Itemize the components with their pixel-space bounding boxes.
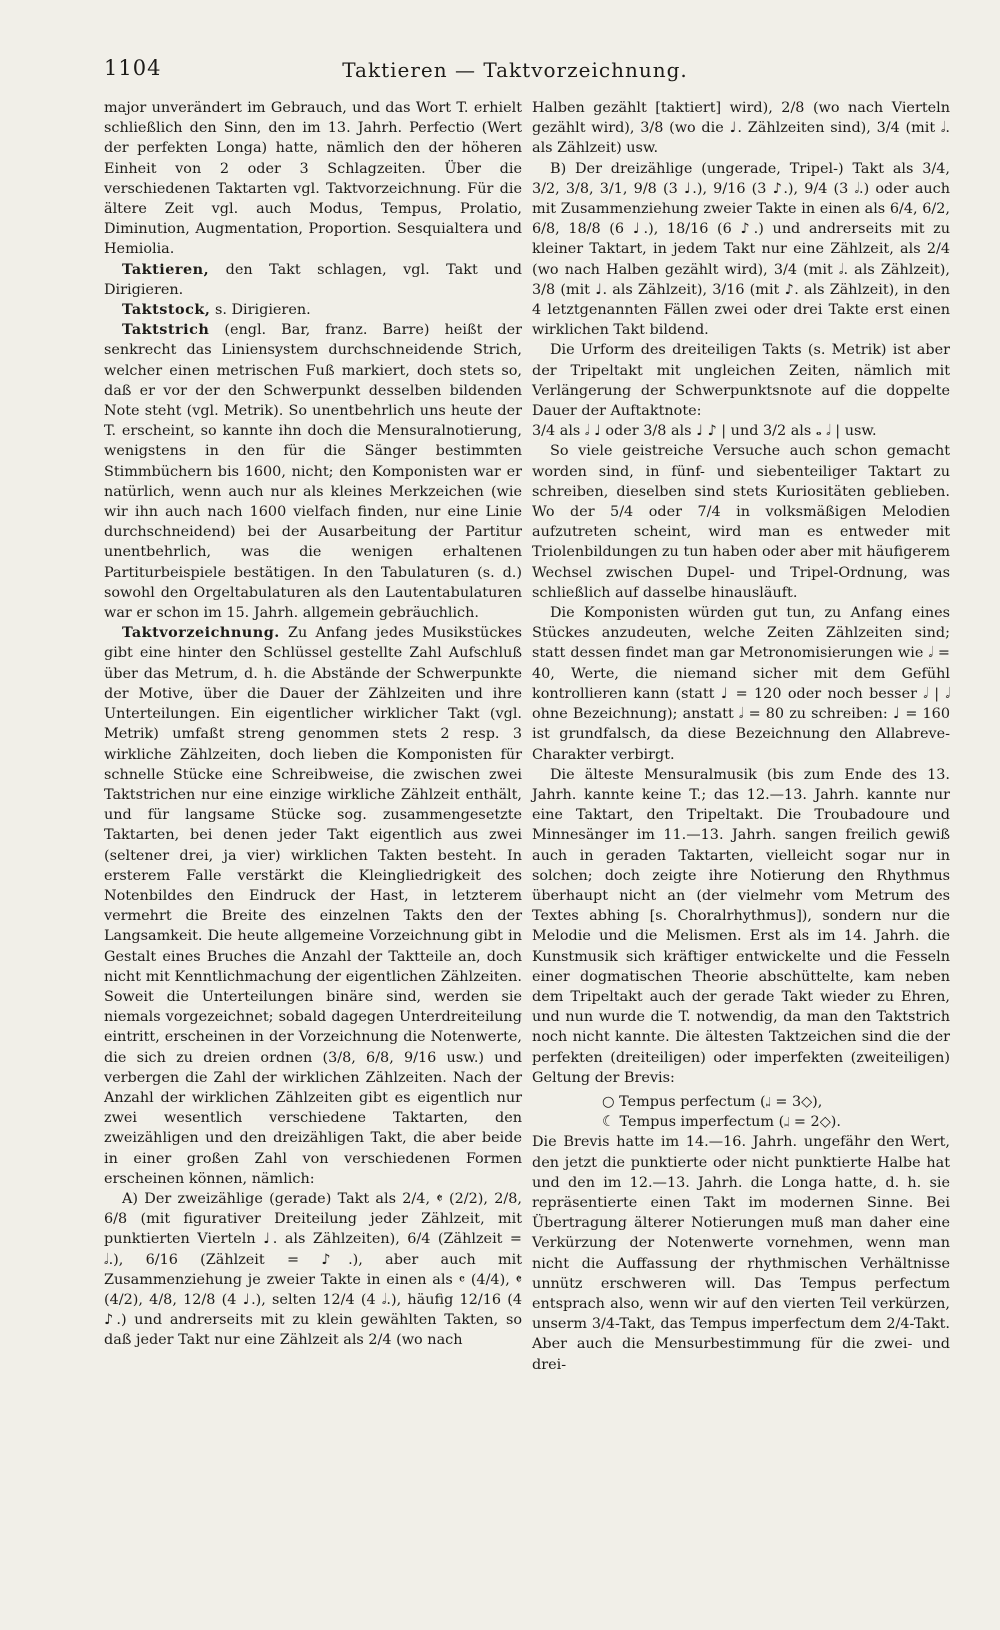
entry-text: den Takt schlagen, vgl. Takt und Dirigieren. bbox=[104, 261, 522, 298]
headword-taktvorzeichnung: Taktvorzeichnung. bbox=[122, 624, 280, 642]
tempus-signs bbox=[532, 1092, 950, 1132]
continued-paragraph: Halben gezählt [taktiert] wird), 2/8 (wo nach Vierteln gezählt wird), 3/8 (wo die ♩. Zählzeiten sind), 3/4 (mit 𝅗𝅥. als Zählzeit) usw. bbox=[532, 100, 950, 157]
entry-taktieren bbox=[104, 260, 522, 300]
entry-text: s. Dirigieren. bbox=[210, 302, 311, 319]
left-column bbox=[104, 98, 522, 1351]
headword-taktieren: Taktieren, bbox=[122, 260, 210, 278]
tempus-imperfectum: ☾ Tempus imperfectum (𝆷 = 2◇). bbox=[602, 1114, 841, 1131]
urform-paragraph: Die Urform des dreiteiligen Takts (s. Metrik) ist aber der Tripeltakt mit ungleichen Zeiten, nämlich mit Verlängerung der Schwerpunktsnote auf die doppelte Dauer der Auftaktnote: bbox=[532, 342, 950, 420]
entry-taktstrich bbox=[104, 320, 522, 623]
section-b-paragraph: B) Der dreizählige (ungerade, Tripel-) Takt als 3/4, 3/2, 3/8, 3/1, 9/8 (3 ♩.), 9/16 (3 ♪.), 9/4 (3 𝅗𝅥.) oder auch mit Zusammenziehung zweier Takte in einen als 6/4, 6/2, 6/8, 18/8 (6 ♩.), 18/16 (6 ♪.) und andrerseits mit zu kleiner Taktart, in jedem Takt nur eine Zählzeit, als 2/4 (wo nach Halben gezählt wird), 3/4 (mit 𝅗𝅥. als Zählzeit), 3/8 (mit ♩. als Zählzeit), 3/16 (mit ♪. als Zählzeit), in den 4 letztgenannten Fällen zwei oder drei Takte erst einen wirklichen Takt bildend. bbox=[532, 160, 950, 339]
entry-taktvorzeichnung bbox=[104, 623, 522, 1189]
entry-taktstock bbox=[104, 300, 522, 320]
continued-paragraph: major unverändert im Gebrauch, und das Wort T. erhielt schließlich den Sinn, den im 13. Jahrh. Perfectio (Wert der perfekten Longa) hatte, nämlich den der höheren Einheit von 2 oder 3 Schlagzeiten. Über die verschiedenen Taktarten vgl. Taktvorzeichnung. Für die ältere Zeit vgl. auch Modus, Tempus, Prolatio, Diminution, Augmentation, Proportion. Sesquialtera und Hemiolia. bbox=[104, 100, 522, 258]
running-head: Taktieren — Taktvorzeichnung. bbox=[342, 58, 688, 82]
headword-taktstrich: Taktstrich bbox=[122, 321, 210, 339]
paragraph: Die Komponisten würden gut tun, zu Anfang eines Stückes anzudeuten, welche Zeiten Zählzeiten sind; statt dessen findet man gar Metronomisierungen wie 𝅗𝅥 = 40, Werte, die niemand sicher mit dem Gefühl kontrollieren kann (statt ♩ = 120 oder noch besser 𝅗𝅥 | 𝅗𝅥 ohne Bezeichnung); anstatt 𝅗𝅥 = 80 zu schreiben: ♩ = 160 ist grundfalsch, da diese Bezeichnung den Allabreve-Charakter verbirgt. bbox=[532, 605, 950, 763]
entry-text: (engl. Bar, franz. Barre) heißt der senkrecht das Liniensystem durchschneidende Strich, welcher einen metrischen Fuß markiert, doch stets so, daß er vor der den Schwerpunkt desselben bildenden Note steht (vgl. Metrik). So unentbehrlich uns heute der T. erscheint, so kannte ihn doch die Mensuralnotierung, wenigstens in den für die Sänger bestimmten Stimmbüchern bis 1600, nicht; den Komponisten war er natürlich, wenn auch nur als kleines Merkzeichen (wie wir ihn auch nach 1600 vielfach finden, nur eine Linie durchschneidend) bei der Ausarbeitung der Partitur unentbehrlich, was die wenigen erhaltenen Partiturbeispiele bestätigen. In den Tabulaturen (s. d.) sowohl den Orgeltabulaturen als den Lautentabulaturen war er schon im 15. Jahrh. allgemein gebräuchlich. bbox=[104, 322, 522, 622]
headword-taktstock: Taktstock, bbox=[122, 301, 211, 319]
section-a-paragraph: A) Der zweizählige (gerade) Takt als 2/4, 𝄵 (2/2), 2/8, 6/8 (mit figurativer Dreiteilung jeder Zählzeit, mit punktierten Vierteln ♩. als Zählzeiten), 6/4 (Zählzeit = 𝅗𝅥.), 6/16 (Zählzeit = ♪.), aber auch mit Zusammenziehung je zweier Takte in einen als 𝄴 (4/4), 𝄵 (4/2), 4/8, 12/8 (4 ♩.), selten 12/4 (4 𝅗𝅥.), häufig 12/16 (4 ♪.) und andrerseits mit zu klein gewählten Takten, so daß jeder Takt nur eine Zählzeit als 2/4 (wo nach bbox=[104, 1190, 522, 1349]
page-header bbox=[100, 52, 930, 90]
paragraph: Die älteste Mensuralmusik (bis zum Ende des 13. Jahrh. kannte keine T.; das 12.—13. Jahrh. kannte nur eine Taktart, den Tripeltakt. Die Troubadoure und Minnesänger im 11.—13. Jahrh. sangen freilich gewiß auch in geraden Taktarten, vielleicht sogar nur in solchen; doch zeigte ihre Notierung den Rhythmus überhaupt nicht an (der vielmehr vom Metrum des Textes abhing [s. Choralrhythmus]), sondern nur die Melodie und die Melismen. Erst als im 14. Jahrh. die Kunstmusik sich kräftiger entwickelte und die Fesseln einer dogmatischen Theorie abschüttelte, kam neben dem Tripeltakt auch der gerade Takt wieder zu Ehren, und nun wurde die T. notwendig, da man den Taktstrich noch nicht kannte. Die ältesten Taktzeichen sind die der perfekten (dreiteiligen) oder imperfekten (zweiteiligen) Geltung der Brevis: bbox=[532, 766, 950, 1086]
paragraph: Die Brevis hatte im 14.—16. Jahrh. ungefähr den Wert, den jetzt die punktierte oder nicht punktierte Halbe hat und den im 12.—13. Jahrh. die Longa hatte, d. h. sie repräsentierte einen Takt im modernen Sinne. Bei Übertragung älterer Notierungen muß man daher eine Verkürzung der Notenwerte vornehmen, wenn man nicht die Auffassung der rhythmischen Verhältnisse unnütz erschweren will. Das Tempus perfectum entsprach also, wenn wir auf den vierten Teil verkürzen, unserm 3/4-Takt, das Tempus imperfectum dem 2/4-Takt. Aber auch die Mensurbestimmung für die zwei- und drei- bbox=[532, 1134, 950, 1373]
formula-line: 3/4 als 𝅗𝅥 ♩ oder 3/8 als ♩ ♪ | und 3/2 als 𝅝 𝅗𝅥 | usw. bbox=[532, 423, 877, 440]
entry-text: Zu Anfang jedes Musikstückes gibt eine hinter den Schlüssel gestellte Zahl Aufschluß über das Metrum, d. h. die Abstände der Schwerpunkte der Motive, über die Dauer der Zählzeiten und ihre Unterteilungen. Ein eigentlicher wirklicher Takt (vgl. Metrik) umfaßt streng genommen stets 2 resp. 3 wirkliche Zählzeiten, doch lieben die Komponisten für schnelle Stücke eine Schreibweise, die zwischen zwei Taktstrichen nur eine einzige wirkliche Zählzeit enthält, und für langsame Stücke sog. zusammengesetzte Taktarten, bei denen jeder Takt eigentlich aus zwei (seltener drei, ja vier) wirklichen Takten besteht. In ersterem Falle verstärkt die Kleingliedrigkeit des Notenbildes den Eindruck der Hast, in letzterem vermehrt die Breite des einzelnen Takts den der Langsamkeit. Die heute allgemeine Vorzeichnung gibt in Gestalt eines Bruches die Anzahl der Taktteile an, doch nicht mit Kenntlichmachung der eigentlichen Zählzeiten. Soweit die Unterteilungen binäre sind, werden sie niemals vorgezeichnet; sobald dagegen Unterdreiteilung eintritt, erscheinen in der Vorzeichnung die Notenwerte, die sich zu dreien ordnen (3/8, 6/8, 9/16 usw.) und verbergen die Zahl der wirklichen Zählzeiten. Nach der Anzahl der wirklichen Zählzeiten gibt es eigentlich nur zwei wesentlich verschiedene Taktarten, den zweizähligen und den dreizähligen Takt, die aber beide in einer großen Zahl von verschiedenen Formen erscheinen können, nämlich: bbox=[104, 625, 522, 1187]
paragraph: So viele geistreiche Versuche auch schon gemacht worden sind, in fünf- und siebenteiliger Taktart zu schreiben, dieselben sind stets Kuriositäten geblieben. Wo der 5/4 oder 7/4 in volksmäßigen Melodien aufzutreten scheint, wird man es entweder mit Triolenbildungen zu tun haben oder aber mit häufigerem Wechsel zwischen Dupel- und Tripel-Ordnung, was schließlich auf dasselbe hinausläuft. bbox=[532, 443, 950, 601]
right-column bbox=[532, 98, 950, 1375]
tempus-perfectum: ○ Tempus perfectum (𝆷 = 3◇), bbox=[602, 1093, 823, 1110]
page-number: 1104 bbox=[104, 56, 162, 80]
